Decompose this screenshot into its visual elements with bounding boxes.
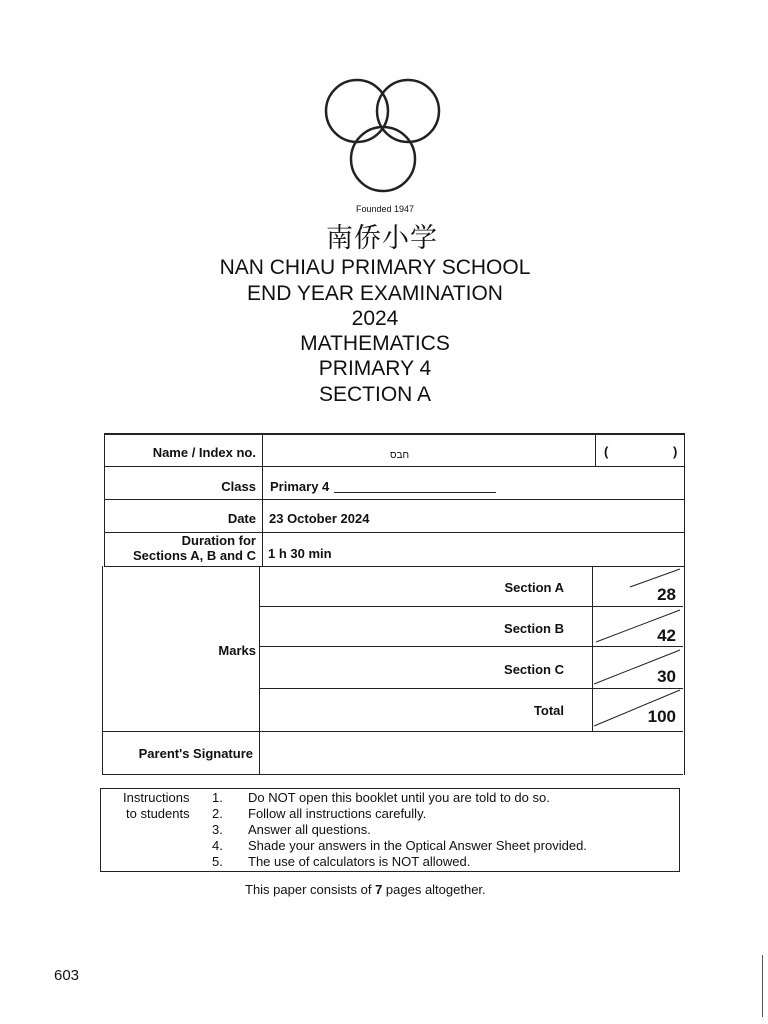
instruction-num-4: 4. (212, 838, 223, 853)
duration-label-line-1: Duration for (181, 533, 256, 548)
page-count-suffix: pages altogether. (382, 882, 486, 897)
section-title: SECTION A (318, 383, 432, 406)
instructions-label-1: Instructions (123, 790, 190, 805)
index-close-bracket: ) (673, 444, 678, 459)
instruction-num-3: 3. (212, 822, 223, 837)
founded-text: Founded 1947 (356, 204, 415, 214)
grand-total: 100 (647, 707, 676, 726)
date-value: 23 October 2024 (269, 511, 370, 526)
section-b-total: 42 (657, 626, 676, 645)
instructions-label-2: to students (126, 806, 190, 821)
total-label: Total (533, 703, 564, 718)
section-c-total: 30 (657, 667, 676, 686)
instruction-num-2: 2. (212, 806, 223, 821)
instruction-text-5: The use of calculators is NOT allowed. (248, 854, 471, 869)
section-a-total: 28 (657, 585, 676, 604)
scan-edge-mark (762, 955, 763, 1017)
instruction-text-1: Do NOT open this booklet until you are told to do so. (248, 790, 550, 805)
name-value: חבס (390, 450, 410, 461)
name-index-label: Name / Index no. (152, 445, 256, 460)
date-label: Date (227, 511, 256, 526)
exam-year: 2024 (351, 307, 399, 330)
school-logo-rings-icon (320, 74, 444, 200)
class-label: Class (221, 479, 256, 494)
parent-signature-label: Parent's Signature (138, 746, 253, 761)
duration-value: 1 h 30 min (268, 546, 332, 561)
instruction-text-3: Answer all questions. (248, 822, 371, 837)
instruction-text-4: Shade your answers in the Optical Answer Sheet provided. (248, 838, 587, 853)
page-code: 603 (54, 967, 80, 984)
class-value: Primary 4 (270, 479, 330, 494)
instruction-num-1: 1. (212, 790, 223, 805)
duration-label-line-2: Sections A, B and C (132, 548, 256, 563)
school-name: NAN CHIAU PRIMARY SCHOOL (219, 256, 531, 279)
section-a-label: Section A (504, 580, 564, 595)
section-c-label: Section C (504, 662, 564, 677)
level-title: PRIMARY 4 (318, 357, 432, 380)
duration-label (106, 533, 256, 563)
subject-title: MATHEMATICS (300, 332, 450, 355)
instruction-num-5: 5. (212, 854, 223, 869)
school-chinese-name: 南侨小学 (326, 223, 438, 254)
page-count-number: 7 (375, 882, 383, 897)
section-b-label: Section B (504, 621, 564, 636)
marks-label: Marks (218, 643, 256, 658)
instruction-text-2: Follow all instructions carefully. (248, 806, 427, 821)
page-count-note (245, 882, 486, 897)
exam-title: END YEAR EXAMINATION (247, 282, 503, 305)
index-open-bracket: ( (604, 444, 609, 459)
page-count-prefix: This paper consists of (245, 882, 376, 897)
